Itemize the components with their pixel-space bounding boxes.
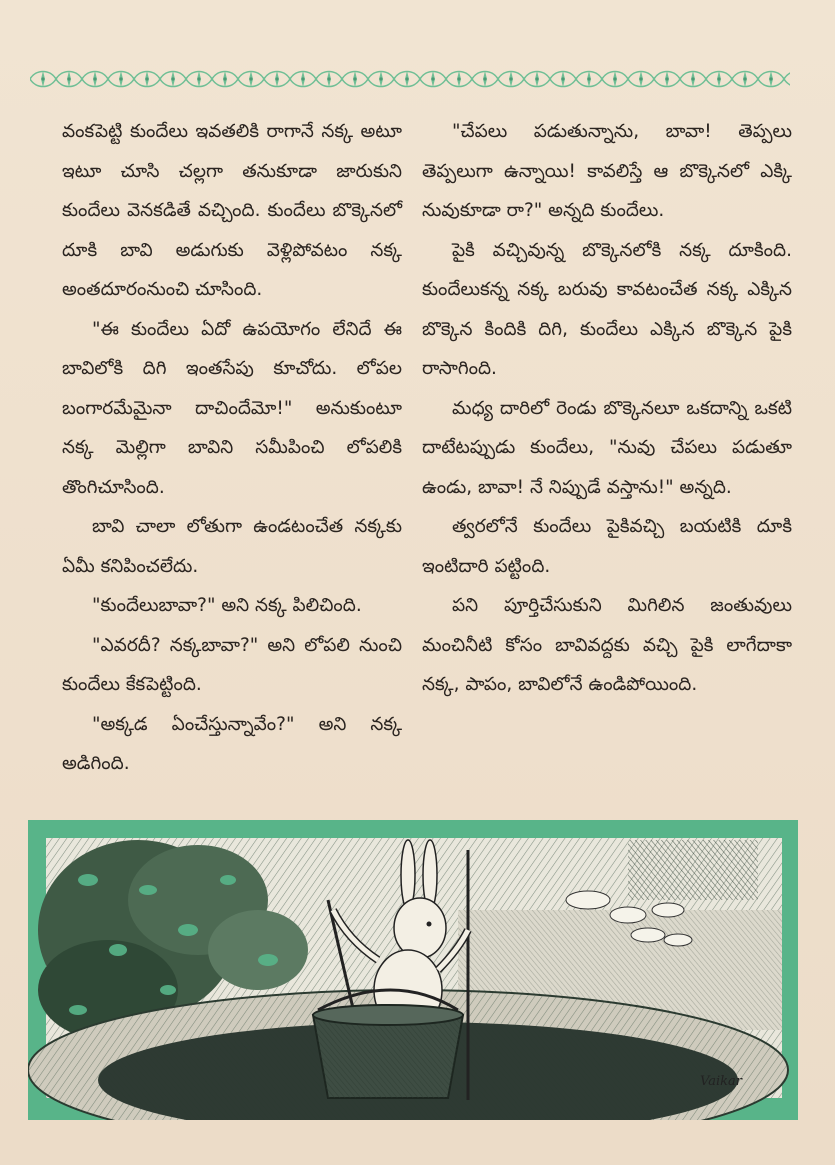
- paragraph: పైకి వచ్చివున్న బొక్కెనలోకి నక్క దూకింది. కుందేలుకన్న నక్క బరువు కావటంచేత నక్క ఎక్కిన బొక్కెన కిందికి దిగి, కుందేలు ఎక్కిన బొక్కెన పైకి రాసాగింది.: [422, 239, 792, 379]
- paragraph: త్వరలోనే కుందేలు పైకివచ్చి బయటికి దూకి ఇంటిదారి పట్టింది.: [422, 516, 792, 577]
- artist-signature: Vaikar: [700, 1074, 742, 1089]
- paragraph: "కుందేలుబావా?" అని నక్క పిలిచింది.: [92, 595, 362, 616]
- paragraph: "ఎవరదీ? నక్కబావా?" అని లోపలి నుంచి కుందేలు కేకపెట్టింది.: [62, 634, 402, 695]
- paragraph: "అక్కడ ఏంచేస్తున్నావేం?" అని నక్క అడిగింది.: [62, 713, 402, 774]
- left-text-column: [62, 112, 402, 784]
- right-text-column: [422, 112, 792, 705]
- well-illustration: [28, 820, 798, 1120]
- paragraph: "ఈ కుందేలు ఏదో ఉపయోగం లేనిదే ఈ బావిలోకి దిగి ఇంతసేపు కూచోదు. లోపల బంగారమేమైనా దాచిందేమో!" అనుకుంటూ నక్క మెల్లిగా బావిని సమీపించి లోపలికి తొంగిచూసింది.: [62, 318, 402, 498]
- paragraph: పని పూర్తిచేసుకుని మిగిలిన జంతువులు మంచినీటి కోసం బావివద్దకు వచ్చి పైకి లాగేదాకా నక్క, పాపం, బావిలోనే ఉండిపోయింది.: [422, 595, 792, 695]
- paragraph: వంకపెట్టి కుందేలు ఇవతలికి రాగానే నక్క అటూ ఇటూ చూసి చల్లగా తనుకూడా జారుకుని కుందేలు వెనకడితే వచ్చింది. కుందేలు బొక్కెనలో దూకి బావి అడుగుకు వెళ్లిపోవటం నక్క అంతదూరంనుంచి చూసింది.: [62, 121, 402, 300]
- paragraph: మధ్య దారిలో రెండు బొక్కెనలూ ఒకదాన్ని ఒకటి దాటేటప్పుడు కుందేలు, "నువు చేపలు పడుతూ ఉండు, బావా! నే నిప్పుడే వస్తాను!" అన్నది.: [422, 397, 792, 498]
- paragraph: "చేపలు పడుతున్నాను, బావా! తెప్పలు తెప్పలుగా ఉన్నాయి! కావలిస్తే ఆ బొక్కెనలో ఎక్కి నువుకూడా రా?" అన్నది కుందేలు.: [422, 121, 792, 221]
- decorative-border: [30, 64, 790, 94]
- paragraph: బావి చాలా లోతుగా ఉండటంచేత నక్కకు ఏమీ కనిపించలేదు.: [62, 516, 402, 577]
